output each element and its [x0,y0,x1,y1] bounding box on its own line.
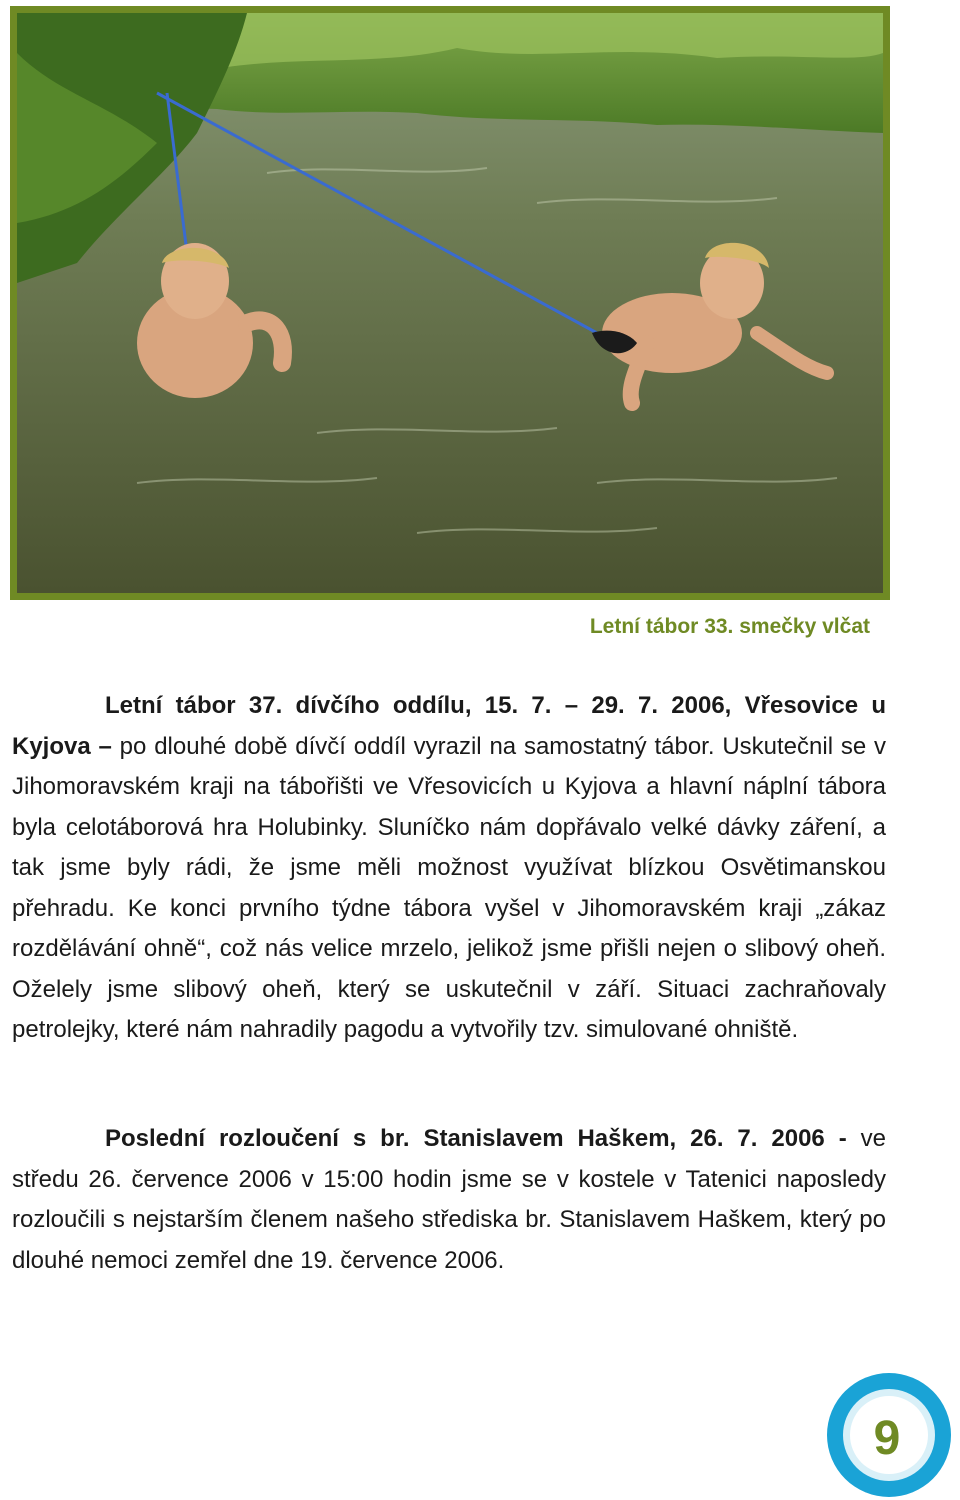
page-number-badge [824,1370,954,1500]
article-paragraph [12,686,886,1051]
paragraph-body: ve středu 26. července 2006 v 15:00 hodin jsme se v kostele v Tatenici naposledy rozloučili s nejstarším členem našeho střediska br. Stanislavem Haškem, který po dlouhé nemoci zemřel dne 19. července 2006. [12,1125,887,1274]
paragraph-heading: Poslední rozloučení s br. Stanislavem Haškem, 26. 7. 2006 - [105,1125,847,1152]
article-paragraph [12,1119,886,1281]
photo-caption: Letní tábor 33. smečky vlčat [589,615,870,638]
paragraph-body: po dlouhé době dívčí oddíl vyrazil na samostatný tábor. Uskutečnil se v Jihomoravském kraji na tábořišti ve Vřesovicích u Kyjova a hlavní náplní tábora byla celotáborová hra Holubinky. Sluníčko nám dopřávalo velké dávky záření, a tak jsme byly rádi, že jsme měli možnost využívat blízkou Osvětimanskou přehradu. Ke konci prvního týdne tábora vyšel v Jihomoravském kraji „zákaz rozdělávání ohně“, což nás velice mrzelo, jelikož jsme přišli nejen o slibový oheň. Oželely jsme slibový oheň, který se uskutečnil v září. Situaci zachraňovaly petrolejky, které nám nahradily pagodu a vytvořily tzv. simulované ohniště. [12,732,887,1043]
paragraph-heading: Letní tábor 37. dívčího oddílu, 15. 7. – 29. 7. 2006, Vřesovice u Kyjova – [12,692,886,760]
photo-boys-in-river [17,13,883,593]
page-number: 9 [873,1412,901,1465]
article-photo [10,6,890,600]
